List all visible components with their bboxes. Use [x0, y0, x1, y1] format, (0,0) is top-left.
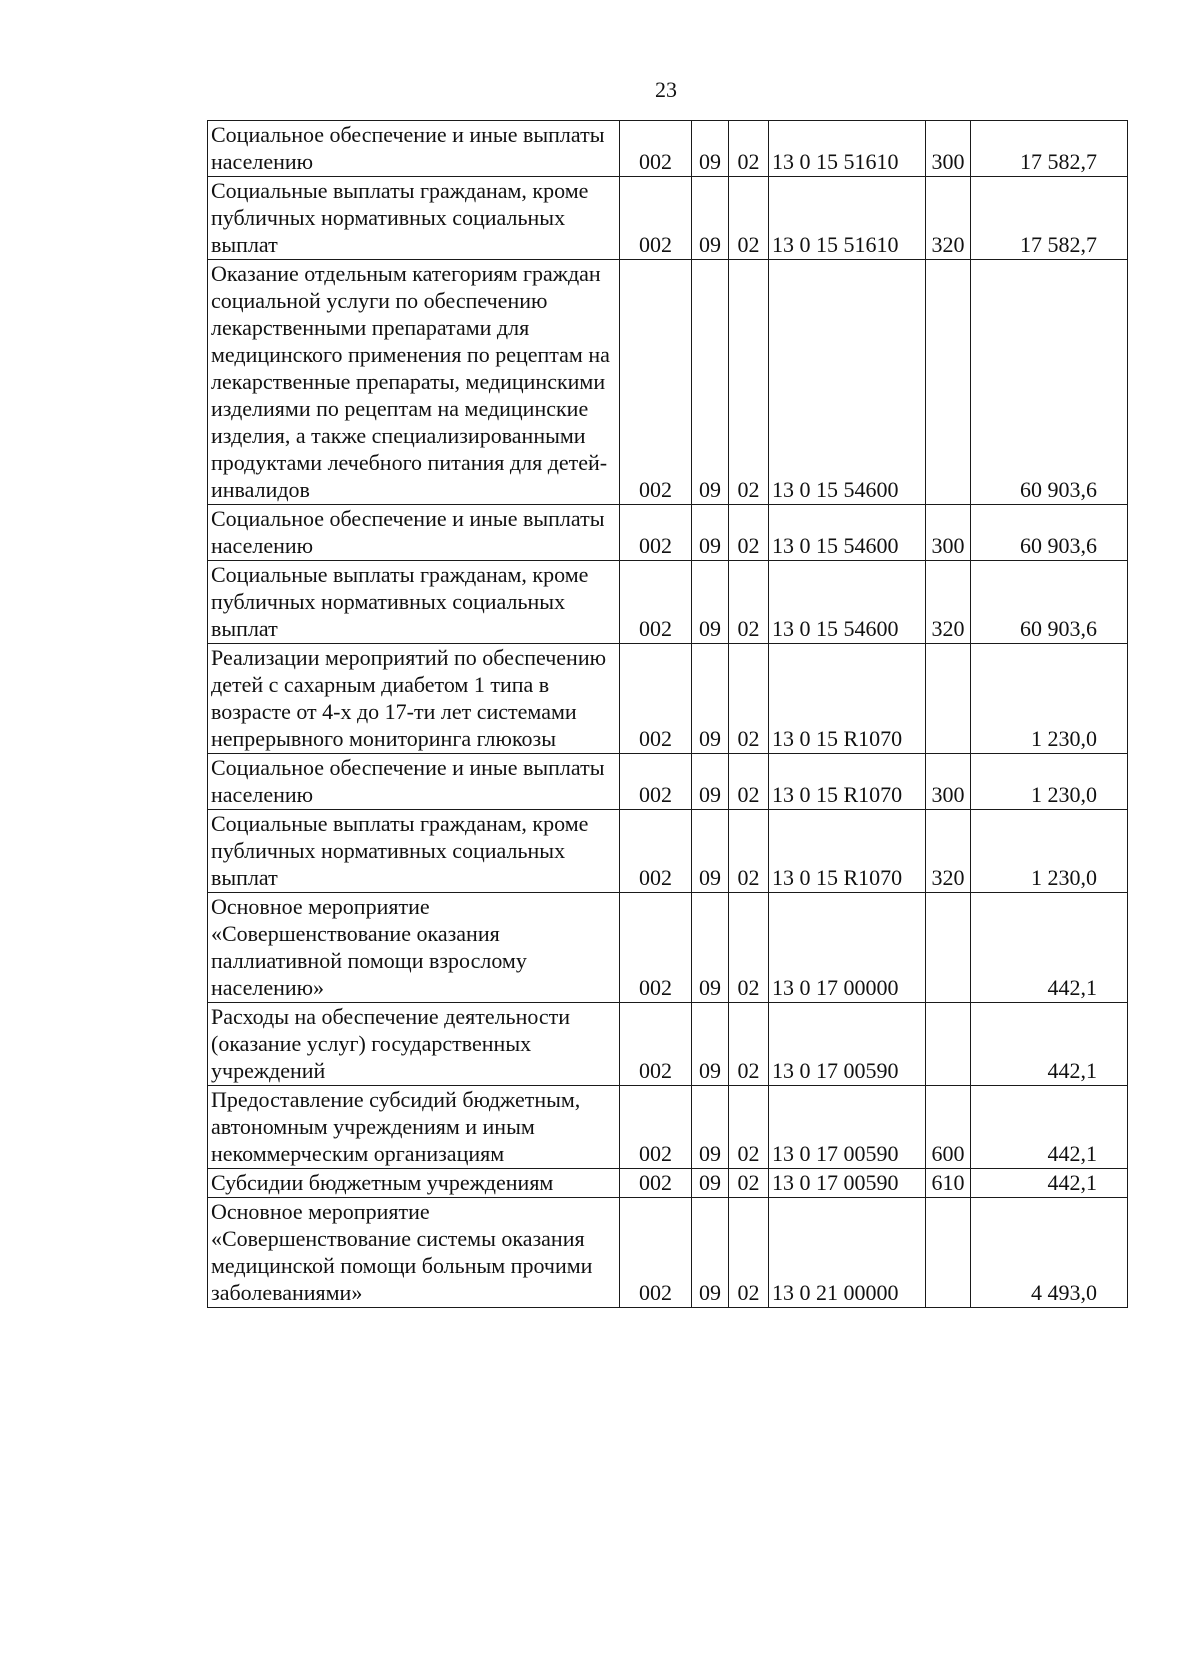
amount: 17 582,7	[971, 177, 1128, 260]
expense-type-code: 300	[926, 121, 971, 177]
row-name: Расходы на обеспечение деятельности (оказание услуг) государственных учреждений	[208, 1003, 620, 1086]
expense-type-code	[926, 893, 971, 1003]
amount: 4 493,0	[971, 1198, 1128, 1308]
ministry-code: 002	[620, 1003, 692, 1086]
subsection-code: 02	[729, 121, 769, 177]
expense-type-code: 300	[926, 505, 971, 561]
subsection-code: 02	[729, 561, 769, 644]
section-code: 09	[692, 260, 729, 505]
table-row	[208, 505, 1128, 561]
row-name: Социальное обеспечение и иные выплаты населению	[208, 121, 620, 177]
ministry-code: 002	[620, 260, 692, 505]
subsection-code: 02	[729, 1198, 769, 1308]
expense-type-code	[926, 644, 971, 754]
section-code: 09	[692, 1169, 729, 1198]
section-code: 09	[692, 561, 729, 644]
target-article-code: 13 0 15 R1070	[769, 644, 926, 754]
expense-type-code	[926, 260, 971, 505]
expense-type-code: 610	[926, 1169, 971, 1198]
ministry-code: 002	[620, 1198, 692, 1308]
expense-type-code: 320	[926, 561, 971, 644]
expense-type-code: 600	[926, 1086, 971, 1169]
budget-table	[207, 120, 1128, 1308]
subsection-code: 02	[729, 505, 769, 561]
target-article-code: 13 0 15 R1070	[769, 754, 926, 810]
row-name: Социальные выплаты гражданам, кроме публичных нормативных социальных выплат	[208, 177, 620, 260]
row-name: Оказание отдельным категориям граждан социальной услуги по обеспечению лекарственными препаратами для медицинского применения по рецептам на лекарственные препараты, медицинскими изделиями по рецептам на медицинские изделия, а также специализированными продуктами лечебного питания для детей-инвалидов	[208, 260, 620, 505]
subsection-code: 02	[729, 754, 769, 810]
expense-type-code: 320	[926, 810, 971, 893]
row-name: Социальные выплаты гражданам, кроме публичных нормативных социальных выплат	[208, 810, 620, 893]
ministry-code: 002	[620, 810, 692, 893]
subsection-code: 02	[729, 1086, 769, 1169]
table-row	[208, 561, 1128, 644]
ministry-code: 002	[620, 177, 692, 260]
amount: 442,1	[971, 1169, 1128, 1198]
subsection-code: 02	[729, 177, 769, 260]
amount: 60 903,6	[971, 260, 1128, 505]
target-article-code: 13 0 17 00590	[769, 1003, 926, 1086]
row-name: Реализации мероприятий по обеспечению детей с сахарным диабетом 1 типа в возрасте от 4-х до 17-ти лет системами непрерывного мониторинга глюкозы	[208, 644, 620, 754]
section-code: 09	[692, 1086, 729, 1169]
amount: 60 903,6	[971, 561, 1128, 644]
row-name: Субсидии бюджетным учреждениям	[208, 1169, 620, 1198]
section-code: 09	[692, 505, 729, 561]
table-row	[208, 644, 1128, 754]
section-code: 09	[692, 893, 729, 1003]
amount: 1 230,0	[971, 644, 1128, 754]
section-code: 09	[692, 1198, 729, 1308]
amount: 1 230,0	[971, 810, 1128, 893]
amount: 442,1	[971, 1003, 1128, 1086]
ministry-code: 002	[620, 1169, 692, 1198]
target-article-code: 13 0 17 00590	[769, 1169, 926, 1198]
amount: 442,1	[971, 893, 1128, 1003]
row-name: Основное мероприятие «Совершенствование оказания паллиативной помощи взрослому населению»	[208, 893, 620, 1003]
row-name: Социальное обеспечение и иные выплаты населению	[208, 754, 620, 810]
section-code: 09	[692, 177, 729, 260]
table-row	[208, 810, 1128, 893]
section-code: 09	[692, 121, 729, 177]
expense-type-code: 300	[926, 754, 971, 810]
table-row	[208, 893, 1128, 1003]
table-row	[208, 121, 1128, 177]
subsection-code: 02	[729, 810, 769, 893]
ministry-code: 002	[620, 561, 692, 644]
section-code: 09	[692, 1003, 729, 1086]
page-number: 23	[655, 77, 677, 102]
ministry-code: 002	[620, 893, 692, 1003]
table-row	[208, 1003, 1128, 1086]
amount: 442,1	[971, 1086, 1128, 1169]
table-row	[208, 1169, 1128, 1198]
subsection-code: 02	[729, 1003, 769, 1086]
table-row	[208, 754, 1128, 810]
row-name: Основное мероприятие «Совершенствование системы оказания медицинской помощи больным прочими заболеваниями»	[208, 1198, 620, 1308]
target-article-code: 13 0 15 51610	[769, 121, 926, 177]
ministry-code: 002	[620, 121, 692, 177]
amount: 1 230,0	[971, 754, 1128, 810]
ministry-code: 002	[620, 1086, 692, 1169]
expense-type-code	[926, 1003, 971, 1086]
table-row	[208, 1198, 1128, 1308]
amount: 60 903,6	[971, 505, 1128, 561]
subsection-code: 02	[729, 644, 769, 754]
subsection-code: 02	[729, 260, 769, 505]
target-article-code: 13 0 21 00000	[769, 1198, 926, 1308]
target-article-code: 13 0 15 54600	[769, 561, 926, 644]
target-article-code: 13 0 17 00590	[769, 1086, 926, 1169]
ministry-code: 002	[620, 505, 692, 561]
row-name: Социальные выплаты гражданам, кроме публичных нормативных социальных выплат	[208, 561, 620, 644]
row-name: Предоставление субсидий бюджетным, автономным учреждениям и иным некоммерческим организациям	[208, 1086, 620, 1169]
target-article-code: 13 0 15 51610	[769, 177, 926, 260]
table-row	[208, 260, 1128, 505]
section-code: 09	[692, 810, 729, 893]
amount: 17 582,7	[971, 121, 1128, 177]
subsection-code: 02	[729, 893, 769, 1003]
table-row	[208, 1086, 1128, 1169]
table-row	[208, 177, 1128, 260]
target-article-code: 13 0 15 54600	[769, 505, 926, 561]
target-article-code: 13 0 17 00000	[769, 893, 926, 1003]
target-article-code: 13 0 15 R1070	[769, 810, 926, 893]
ministry-code: 002	[620, 644, 692, 754]
subsection-code: 02	[729, 1169, 769, 1198]
target-article-code: 13 0 15 54600	[769, 260, 926, 505]
ministry-code: 002	[620, 754, 692, 810]
section-code: 09	[692, 754, 729, 810]
section-code: 09	[692, 644, 729, 754]
expense-type-code	[926, 1198, 971, 1308]
row-name: Социальное обеспечение и иные выплаты населению	[208, 505, 620, 561]
expense-type-code: 320	[926, 177, 971, 260]
